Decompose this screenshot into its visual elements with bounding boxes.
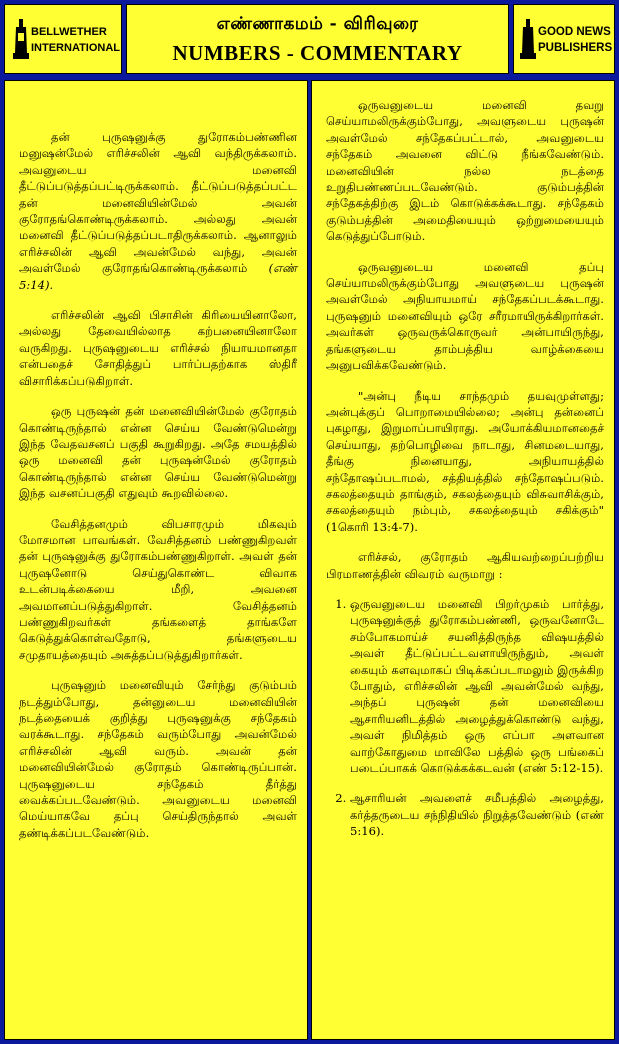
logo-line-2: INTERNATIONAL	[31, 42, 121, 54]
logo-line-1: GOOD NEWS	[538, 26, 611, 38]
paragraph: எரிச்சலின் ஆவி பிசாசின் கிரியையினாலோ, அல்லது தேவையில்லாத கற்பனையினாலோ வருகிறது. புருஷனுடைய எரிச்சல் நியாயமானதா என்பதைச் சோதித்துப் பார்ப்பதற்காக ஸ்திரீ விசாரிக்கப்படுகிறாள்.	[19, 308, 297, 388]
bell-icon	[520, 19, 536, 59]
paragraph: ஒருவனுடைய மனைவி தவறு செய்யாமலிருக்கும்போது, அவளுடைய புருஷன் அவள்மேல் சந்தேகப்பட்டால், அவனுடைய சந்தேகம் அவனை விட்டு நீங்கவேண்டும். மனைவியின் நல்ல நடத்தை உறுதிபண்ணப்படவேண்டும். குடும்பத்தின் சந்தேகத்திற்கு இடம் கொடுக்கக்கூடாது. சந்தேகம் குடும்பத்தின் அமைதியையும் ஒற்றுமையையும் கெடுத்துப்போடும்.	[326, 98, 604, 244]
title-tamil: எண்ணாகமம் - விரிவுரை	[216, 14, 419, 34]
paragraph: தன் புருஷனுக்கு துரோகம்பண்ணின மனுஷன்மேல் எரிச்சலின் ஆவி வந்திருக்கலாம். அவனுடைய மனைவி தீட்டுப்படுத்தப்பட்டிருக்கலாம். தீட்டுப்படுத்தப்பட்ட தன் மனைவியின்மேல் அவன் குரோதங்கொண்டிருக்கலாம். அல்லது அவன் மனைவி தீட்டுப்படுத்தப்படாதிருக்கலாம். ஆனாலும் எரிச்சலின் ஆவி அவன்மேல் வந்து, அவன் அவள்மேல் குரோதங்கொண்டிருக்கலாம் (எண் 5:14).	[19, 130, 297, 292]
logo-line-1: BELLWETHER	[31, 26, 107, 38]
list-intro: எரிச்சல், குரோதம் ஆகியவற்றைப்பற்றிய பிரமாணத்தின் விவரம் வருமாறு :	[326, 550, 604, 581]
law-list	[326, 596, 604, 840]
bell-tower-icon	[13, 19, 29, 59]
good-news-logo	[513, 4, 615, 74]
title-english: NUMBERS - COMMENTARY	[172, 41, 463, 65]
paragraph: ஒருவனுடைய மனைவி தப்பு செய்யாமலிருக்கும்போது அவளுடைய புருஷன் அவள்மேல் அநியாயமாய் சந்தேகப்படக்கூடாது. புருஷனும் மனைவியும் ஒரே சரீரமாயிருக்கிறார்கள். அவர்கள் ஒருவருக்கொருவர் அன்பாயிருந்து, தங்களுடைய தாம்பத்திய வாழ்க்கையை அனுபவிக்கவேண்டும்.	[326, 259, 604, 373]
bellwether-logo	[4, 4, 122, 74]
header-title	[126, 4, 509, 74]
list-item: 2. ஆசாரியன் அவளைச் சமீபத்தில் அழைத்து, கர்த்தருடைய சந்நிதியில் நிறுத்தவேண்டும் (எண் 5:16).	[350, 790, 604, 839]
left-column	[4, 80, 308, 1040]
paragraph: ஒரு புருஷன் தன் மனைவியின்மேல் குரோதம் கொண்டிருந்தால் என்ன செய்ய வேண்டுமென்று இந்த வேதவசனப் பகுதி கூறுகிறது. அதே சமயத்தில் ஒரு மனைவி தன் புருஷன்மேல் குரோதம் கொண்டிருந்தால் என்ன செய்ய வேண்டுமென்று இந்த வசனப்பகுதி எதுவும் கூறவில்லை.	[19, 404, 297, 501]
logo-line-2: PUBLISHERS	[538, 42, 613, 54]
right-column	[311, 80, 615, 1040]
list-item: 1. ஒருவனுடைய மனைவி பிறர்முகம் பார்த்து, புருஷனுக்குத் துரோகம்பண்ணி, ஒருவனோடே சம்போகமாய்ச் சயனித்திருந்த விஷயத்தில் அவள் தீட்டுப்பட்டவளாயிருந்தும், அவள் கையும் களவுமாகப் பிடிக்கப்படாமலும் இருக்கிற போதும், எரிச்சலின் ஆவி அவன்மேல் வந்து, அந்தப் புருஷன் தன் மனைவியை ஆசாரியனிடத்தில் அழைத்துக்கொண்டு வந்து, அவள் நிமித்தம் ஒரு எப்பா அளவான வாற்கோதுமை மாவிலே பத்தில் ஒரு பங்கைப் படைப்பாகக் கொடுக்கக்கடவன் (எண் 5:12-15).	[350, 596, 604, 776]
paragraph: புருஷனும் மனைவியும் சேர்ந்து குடும்பம் நடத்தும்போது, தன்னுடைய மனைவியின் நடத்தையைக் குறித்து புருஷனுக்கு சந்தேகம் வரக்கூடாது. சந்தேகம் வரும்போது அவன்மேல் எரிச்சலின் ஆவி வரும். அவன் தன் மனைவியின்மேல் குரோதம் கொண்டிருப்பான். புருஷனுடைய சந்தேகம் தீர்த்து வைக்கப்படவேண்டும். அவனுடைய மனைவி மெய்யாகவே தப்பு செய்திருந்தால் அவள் தண்டிக்கப்படவேண்டும்.	[19, 678, 297, 840]
bible-quote: "அன்பு நீடிய சாந்தமும் தயவுமுள்ளது; அன்புக்குப் பொறாமையில்லை; அன்பு தன்னைப் புகழாது, இறுமாப்பாயிராது. அயோக்கியமானதைச் செய்யாது, தற்பொழிவை நாடாது, சினமடையாது, தீங்கு நினையாது, அநியாயத்தில் சந்தோஷப்படாமல், சத்தியத்தில் சந்தோஷப்படும். சகலத்தையும் தாங்கும், சகலத்தையும் விசுவாசிக்கும், சகலத்தையும் நம்பும், சகலத்தையும் சகிக்கும்" (1கொரி 13:4-7).	[326, 388, 604, 534]
paragraph: வேசித்தனமும் விபசாரமும் மிகவும் மோசமான பாவங்கள். வேசித்தனம் பண்ணுகிறவள் தன் புருஷனுக்கு துரோகம்பண்ணுகிறாள். அவள் தன் புருஷனோடு செய்துகொண்ட விவாக உடன்படிக்கையை மீறி, அவனை அவமானப்படுத்துகிறாள். வேசித்தனம் பண்ணுகிறவர்கள் தங்களைத் தாங்களே கெடுத்துக்கொள்வதோடு, தங்களுடைய சமுதாயத்தையும் அசுத்தப்படுத்துகிறார்கள்.	[19, 516, 297, 662]
